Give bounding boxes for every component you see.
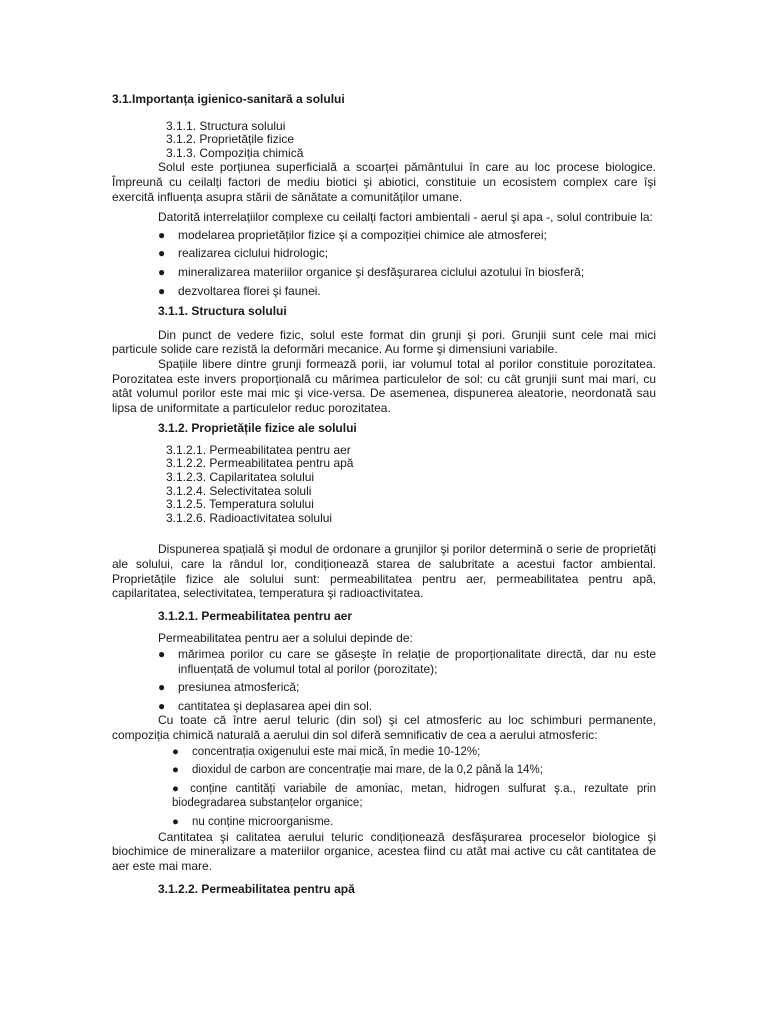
subsection-list — [166, 444, 656, 526]
bullet-icon: ● — [158, 246, 166, 261]
list-item: ● dioxidul de carbon are concentrație mai mare, de la 0,2 până la 14%; — [172, 764, 543, 777]
paragraph: Cantitatea şi calitatea aerului teluric condiționează desfăşurarea proceselor biologice şi biochimice de mineralizare a materiilor organice, acestea fiind cu atât mai active cu cât cantitatea de aer este mai mare. — [112, 829, 656, 873]
paragraph: Solul este porțiunea superficială a scoarței pământului în care au loc procese biologice. Împreună cu ceilalți factori de mediu biotici şi abiotici, constituie un ecosistem complex care îşi exercită influența asupra stării de sănătate a comunităților umane. — [112, 160, 656, 204]
list-item: ● mineralizarea materiilor organice şi desfăşurarea ciclului azotului în biosferă; — [158, 264, 585, 279]
section-heading: 3.1.2.2. Permeabilitatea pentru apă — [158, 882, 355, 897]
paragraph: Permeabilitatea pentru aer a solului depinde de: — [158, 631, 413, 646]
list-item: ● cantitatea şi deplasarea apei din sol. — [158, 698, 373, 713]
list-item: ● modelarea proprietăților fizice şi a compoziției chimice ale atmosferei; — [158, 227, 547, 242]
list-item: ● realizarea ciclului hidrologic; — [158, 246, 329, 261]
paragraph: Datorită interrelațiilor complexe cu ceilalți factori ambientali - aerul şi apa -, solul contribuie la: — [158, 210, 653, 225]
subsection-item: 3.1.2.2. Permeabilitatea pentru apă — [166, 456, 354, 471]
bullet-list — [112, 647, 656, 713]
list-item: ● conține cantități variabile de amoniac, metan, hidrogen sulfurat ş.a., rezultate prin biodegradarea substanțelor organice; — [172, 782, 656, 810]
bullet-icon: ● — [158, 647, 166, 661]
bullet-icon: ● — [172, 815, 179, 828]
paragraph: Cu toate că între aerul teluric (din sol) şi cel atmosferic au loc schimburi permanente, compoziția chimică naturală a aerului din sol diferă semnificativ de cea a aerului atmosferic: — [112, 713, 656, 742]
subsection-item: 3.1.2.1. Permeabilitatea pentru aer — [166, 442, 351, 457]
list-item: ● nu conține microorganisme. — [172, 815, 334, 828]
list-item: ● presiunea atmosferică; — [158, 680, 300, 695]
paragraph: Din punct de vedere fizic, solul este format din grunji şi pori. Grunjii sunt cele mai mici particule solide care rezistă la deformări mecanice. Au forme şi dimensiuni variabile. — [112, 327, 656, 357]
bullet-icon: ● — [158, 283, 166, 298]
paragraph: Spațiile libere dintre grunji formează porii, iar volumul total al porilor constituie porozitatea. Porozitatea este invers proporțională cu mărimea particulelor de sol: cu cât grunjii sunt mai mari, cu atât volumul porilor este mai mic şi vice-versa. De asemenea, dispunerea aleatorie, neordonată sau lipsa de uniformitate a particulelor reduc porozitatea. — [112, 356, 656, 415]
toc-item: 3.1.2. Proprietățile fizice — [166, 132, 295, 147]
bullet-icon: ● — [172, 782, 185, 795]
bullet-icon: ● — [158, 227, 166, 242]
toc-item: 3.1.1. Structura solului — [166, 118, 286, 133]
bullet-icon: ● — [158, 680, 166, 695]
bullet-list — [112, 745, 656, 830]
list-item: ● concentrația oxigenului este mai mică, în medie 10-12%; — [172, 745, 481, 758]
bullet-icon: ● — [158, 698, 166, 713]
list-item: ● mărimea porilor cu care se găseşte în relație de proporționalitate directă, dar nu este influențată de volumul total al porilor (porozitate); — [158, 647, 656, 676]
list-item: ● dezvoltarea florei şi faunei. — [158, 283, 321, 298]
subsection-item: 3.1.2.5. Temperatura solului — [166, 497, 314, 512]
section-heading: 3.1.1. Structura solului — [158, 304, 287, 319]
bullet-icon: ● — [172, 745, 179, 758]
document-page — [112, 92, 656, 897]
bullet-list — [112, 228, 656, 298]
bullet-icon: ● — [172, 764, 179, 777]
bullet-icon: ● — [158, 264, 166, 279]
section-title: 3.1.Importanța igienico-sanitară a solului — [112, 92, 345, 106]
table-of-contents — [166, 120, 656, 161]
toc-item: 3.1.3. Compoziția chimică — [166, 145, 304, 160]
subsection-item: 3.1.2.6. Radioactivitatea solului — [166, 510, 333, 525]
subsection-item: 3.1.2.3. Capilaritatea solului — [166, 470, 315, 485]
section-heading: 3.1.2.1. Permeabilitatea pentru aer — [158, 608, 353, 623]
paragraph: Dispunerea spațială şi modul de ordonare a grunjilor şi porilor determină o serie de proprietăți ale solului, care la rândul lor, condiționează starea de salubritate a acestui factor ambiental. Proprietățile fizice ale solului sunt: permeabilitatea pentru aer, permeabilitatea pentru apă, capilaritatea, selectivitatea, temperatura şi radioactivitatea. — [112, 542, 656, 601]
subsection-item: 3.1.2.4. Selectivitatea soluli — [166, 483, 312, 498]
section-heading: 3.1.2. Proprietățile fizice ale solului — [158, 421, 357, 436]
